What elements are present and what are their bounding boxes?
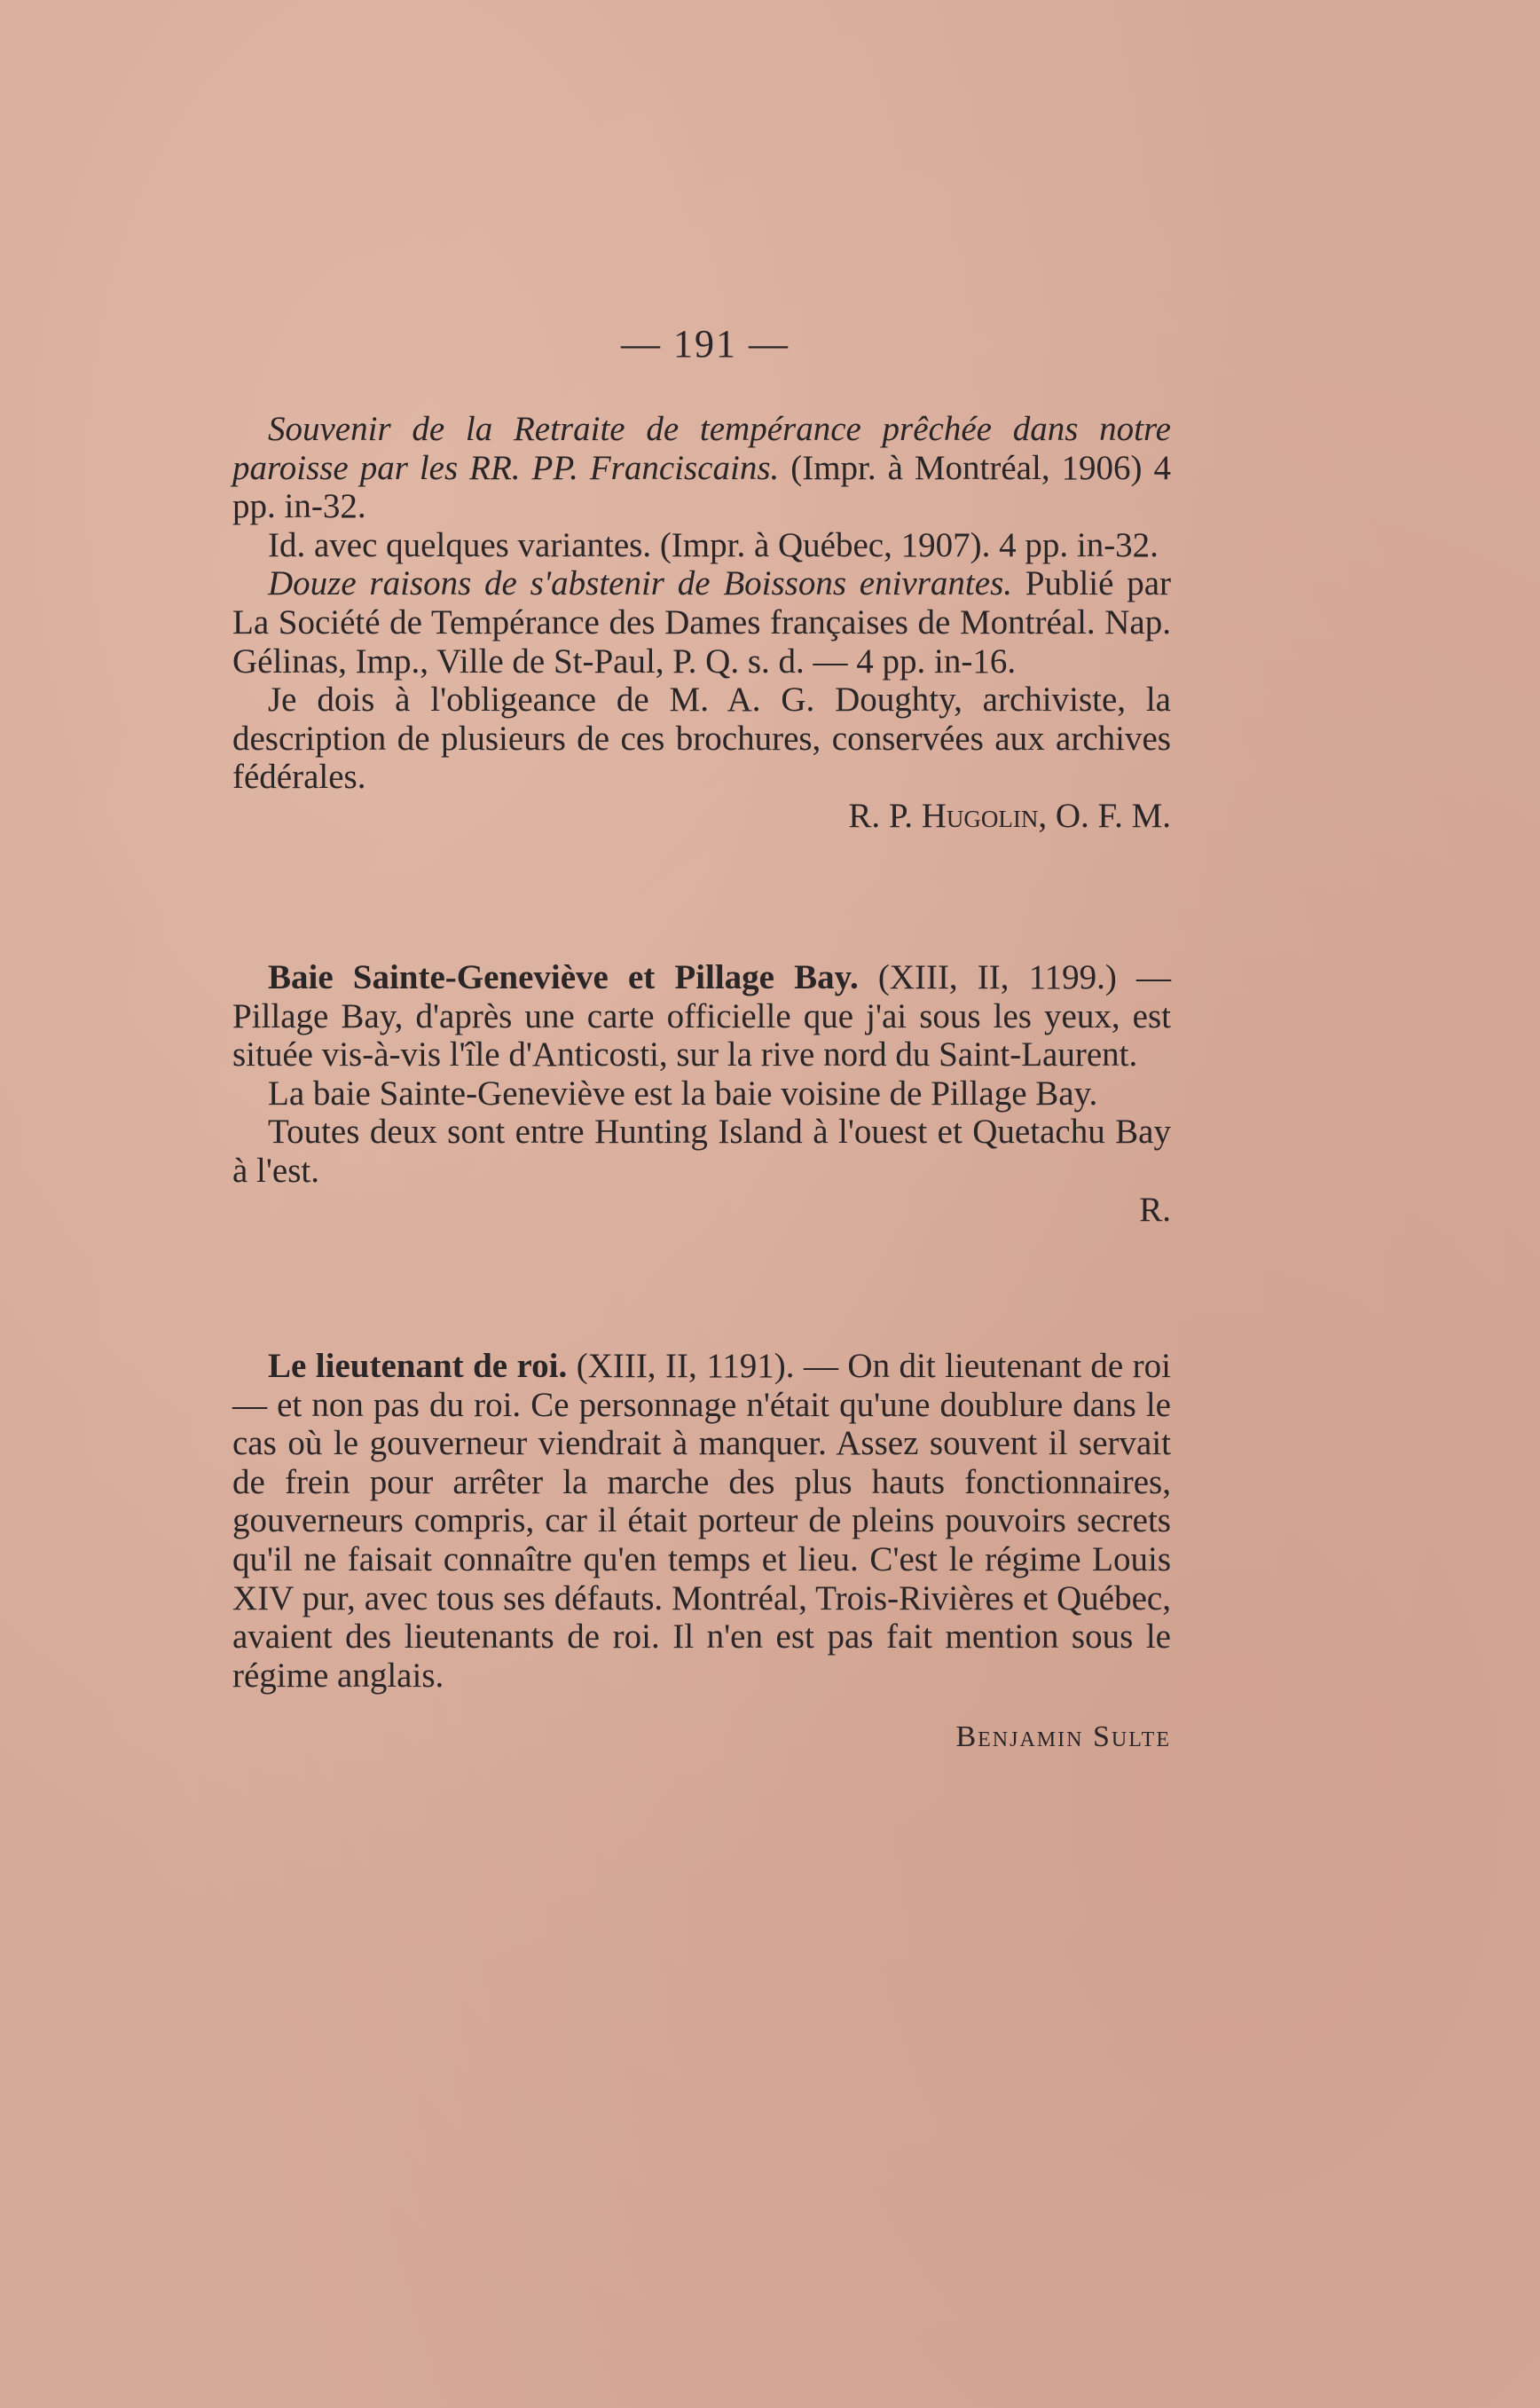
- paragraph-lieutenant: [232, 1347, 1171, 1695]
- section-lieutenant-de-roi: [232, 1347, 1171, 1757]
- paragraph-pillage-bay: [232, 958, 1171, 1074]
- signature-hugolin: R. P. Hugolin, O. F. M.: [848, 796, 1171, 835]
- paragraph-hunting-island: Toutes deux sont entre Hunting Island à l'ouest et Quetachu Bay à l'est.: [232, 1113, 1171, 1190]
- paragraph-acknowledgement: Je dois à l'obligeance de M. A. G. Doughty, archiviste, la description de plusieurs de ces brochures, conservées aux archives fédérales.: [232, 681, 1171, 797]
- paragraph-variantes: Id. avec quelques variantes. (Impr. à Québec, 1907). 4 pp. in-32.: [268, 525, 1159, 564]
- headline-baie-sainte-genevieve: Baie Sainte-Geneviève et Pillage Bay.: [268, 958, 859, 996]
- paragraph-souvenir: [232, 410, 1171, 526]
- pamphlet-details-douze-raisons: Publié par La Société de Tempérance des Dames françaises de Montréal. Nap. Gélinas, Imp., Ville de St-Paul, P. Q. s. d. — 4 pp. in-16.: [232, 564, 1172, 681]
- pamphlet-title-douze-raisons: Douze raisons de s'abstenir de Boissons enivrantes.: [268, 564, 1012, 603]
- page-number: — 191 —: [621, 322, 790, 366]
- section-baie-sainte-genevieve: [232, 958, 1171, 1229]
- pamphlet-details-souvenir: (Impr. à Montréal, 1906) 4 pp. in-32.: [232, 448, 1172, 526]
- headline-lieutenant-de-roi: Le lieutenant de roi.: [268, 1347, 568, 1385]
- paragraph-pillage-bay-text: (XIII, II, 1199.) — Pillage Bay, d'après une carte officielle que j'ai sous les yeux, est située vis-à-vis l'île d'Anticosti, sur la rive nord du Saint-Laurent.: [232, 958, 1171, 1074]
- paragraph-baie-voisine: La baie Sainte-Geneviève est la baie voisine de Pillage Bay.: [268, 1074, 1098, 1113]
- signature-r: R.: [1139, 1190, 1171, 1229]
- paragraph-douze-raisons: [232, 564, 1171, 681]
- paragraph-lieutenant-text: (XIII, II, 1191). — On dit lieutenant de roi — et non pas du roi. Ce personnage n'était qu'une doublure dans le cas où le gouverneur viendrait à manquer. Assez souvent il servait de frein pour arrêter la marche des plus hauts fonctionnaires, gouverneurs compris, car il était porteur de pleins pouvoirs secrets qu'il ne faisait connaître qu'en temps et lieu. C'est le régime Louis XIV pur, avec tous ses défauts. Montréal, Trois-Rivières et Québec, avaient des lieutenants de roi. Il n'en est pas fait mention sous le régime anglais.: [232, 1347, 1171, 1695]
- signature-sulte: Benjamin Sulte: [955, 1720, 1171, 1754]
- pamphlet-title-souvenir: Souvenir de la Retraite de tempérance prêchée dans notre paroisse par les RR. PP. Franciscains.: [232, 410, 1171, 487]
- section-temperance-pamphlets: [232, 410, 1171, 836]
